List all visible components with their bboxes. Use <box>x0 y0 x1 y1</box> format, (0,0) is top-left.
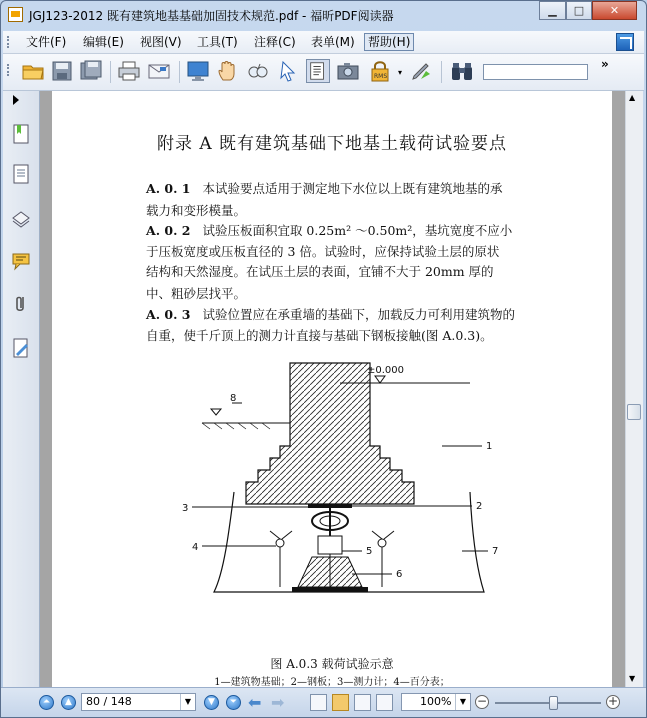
text-select-icon <box>307 60 329 82</box>
status-bar <box>1 687 646 718</box>
window-title: JGJ123-2012 既有建筑地基基础加固技术规范.pdf - 福昕PDF阅读器 <box>29 9 394 23</box>
menu-file[interactable]: 文件(F) <box>26 35 67 49</box>
figure-legend: 1—建筑物基础；2—钢板；3—测力计；4—百分表； <box>214 677 450 687</box>
continuous-view-icon[interactable] <box>332 694 349 711</box>
menu-comment[interactable]: 注释(C) <box>254 35 296 49</box>
svg-text:RMS: RMS <box>374 73 388 80</box>
sign-pen-icon[interactable] <box>409 59 433 83</box>
restore-document-icon[interactable] <box>616 33 634 51</box>
save-icon[interactable] <box>50 59 74 83</box>
forward-arrow-icon[interactable]: ➡ <box>271 693 285 712</box>
toolbar-grip-icon <box>7 64 12 76</box>
page-dropdown-icon[interactable]: ▼ <box>180 694 195 710</box>
elevation-label: ±0.000 <box>367 365 405 376</box>
paragraph-line: A. 0. 3 试验位置应在承重墙的基础下，加载反力可利用建筑物的 <box>146 307 515 322</box>
hydraulic-jack <box>318 536 342 554</box>
text-select-tool[interactable] <box>306 59 330 83</box>
clause-number: A. 0. 2 <box>146 223 191 238</box>
foxit-app-icon <box>8 7 23 22</box>
maximize-button[interactable]: □ <box>566 1 592 20</box>
zoom-value: 100% <box>420 695 452 708</box>
page-number-input[interactable] <box>81 693 196 711</box>
label-4: 4 <box>192 542 199 553</box>
back-arrow-icon[interactable]: ⬅ <box>248 693 262 712</box>
paragraph-line: 于压板宽度或压板直径的 3 倍。试验时，应保持试验土层的原状 <box>146 244 500 259</box>
scroll-up-icon[interactable]: ▲ <box>629 93 636 102</box>
page-number-value: 80 / 148 <box>86 695 132 708</box>
label-8: 8 <box>230 393 237 404</box>
load-test-figure <box>142 361 522 651</box>
paragraph-line: 中、粗砂层找平。 <box>146 286 247 301</box>
single-page-view-icon[interactable] <box>310 694 327 711</box>
title-bar <box>1 1 646 29</box>
zoom-input[interactable] <box>401 693 471 711</box>
fullscreen-monitor-icon[interactable] <box>186 59 210 83</box>
signatures-icon[interactable] <box>11 337 31 359</box>
appendix-title: 附录 A 既有建筑基础下地基土载荷试验要点 <box>156 134 508 154</box>
rms-dropdown-arrow[interactable]: ▾ <box>398 68 403 77</box>
find-input[interactable] <box>483 64 588 80</box>
navigation-sidebar <box>3 91 40 687</box>
label-6: 6 <box>396 569 403 580</box>
paragraph-line: 自重，使千斤顶上的测力计直接与基础下钢板接触(图 A.0.3)。 <box>146 328 493 343</box>
snapshot-camera-icon[interactable] <box>336 59 360 83</box>
menu-edit[interactable]: 编辑(E) <box>83 35 124 49</box>
save-as-icon[interactable] <box>79 59 103 83</box>
vertical-scrollbar[interactable] <box>625 91 643 687</box>
label-2: 2 <box>476 501 483 512</box>
document-viewport[interactable] <box>40 91 625 687</box>
figure-caption: 图 A.0.3 载荷试验示意 <box>270 657 394 671</box>
steel-plate <box>308 504 352 508</box>
menu-grip-icon <box>7 36 12 48</box>
loupe-icon[interactable] <box>246 59 270 83</box>
expand-panel-icon[interactable] <box>13 95 19 105</box>
hand-tool-icon[interactable] <box>216 59 240 83</box>
menu-form[interactable]: 表单(M) <box>311 35 355 49</box>
label-1: 1 <box>486 441 493 452</box>
menu-help[interactable]: 帮助(H) <box>364 33 414 51</box>
clause-number: A. 0. 3 <box>146 307 191 322</box>
building-foundation <box>246 363 414 504</box>
minimize-button[interactable]: ▁ <box>539 1 566 20</box>
zoom-in-icon[interactable]: + <box>607 694 619 708</box>
pages-thumbnail-icon[interactable] <box>11 163 31 185</box>
email-icon[interactable] <box>147 59 171 83</box>
zoom-slider-track[interactable] <box>495 702 601 704</box>
label-5: 5 <box>366 546 373 557</box>
menu-bar <box>3 31 644 54</box>
binoculars-find-icon[interactable] <box>450 59 474 83</box>
select-arrow-icon[interactable] <box>276 59 300 83</box>
last-page-icon[interactable]: ⏷ <box>226 695 241 710</box>
rms-lock-icon[interactable] <box>368 59 392 83</box>
close-button[interactable]: ✕ <box>592 1 637 20</box>
zoom-slider-thumb[interactable] <box>549 696 558 710</box>
previous-page-icon[interactable]: ▲ <box>61 695 76 710</box>
print-icon[interactable] <box>117 59 141 83</box>
pdf-page <box>52 91 612 687</box>
toolbar <box>3 54 644 91</box>
paragraph-line: 载力和变形模量。 <box>146 203 247 218</box>
menu-view[interactable]: 视图(V) <box>140 35 182 49</box>
open-folder-icon[interactable] <box>21 59 45 83</box>
clause-number: A. 0. 1 <box>146 181 191 196</box>
label-7: 7 <box>492 546 499 557</box>
facing-view-icon[interactable] <box>354 694 371 711</box>
toolbar-overflow[interactable]: » <box>601 57 609 71</box>
attachments-icon[interactable] <box>11 293 31 315</box>
next-page-icon[interactable]: ▼ <box>204 695 219 710</box>
dial-gauge-right <box>378 539 386 547</box>
paragraph-line: 结构和天然湿度。在试压土层的表面，宜铺不大于 20mm 厚的 <box>146 264 494 279</box>
comments-icon[interactable] <box>11 251 31 273</box>
scroll-down-icon[interactable]: ▼ <box>629 674 636 683</box>
bookmarks-icon[interactable] <box>11 123 31 145</box>
zoom-dropdown-icon[interactable]: ▼ <box>455 694 470 710</box>
first-page-icon[interactable]: ⏶ <box>39 695 54 710</box>
menu-tools[interactable]: 工具(T) <box>197 35 238 49</box>
label-3: 3 <box>182 503 189 514</box>
continuous-facing-view-icon[interactable] <box>376 694 393 711</box>
scroll-thumb[interactable] <box>627 404 641 420</box>
layers-icon[interactable] <box>11 207 31 229</box>
dial-gauge-left <box>276 539 284 547</box>
paragraph-line: A. 0. 1 本试验要点适用于测定地下水位以上既有建筑地基的承 <box>146 181 503 196</box>
paragraph-line: A. 0. 2 试验压板面积宜取 0.25m² ～0.50m²，基坑宽度不应小 <box>146 223 513 238</box>
zoom-out-icon[interactable]: − <box>476 694 488 708</box>
